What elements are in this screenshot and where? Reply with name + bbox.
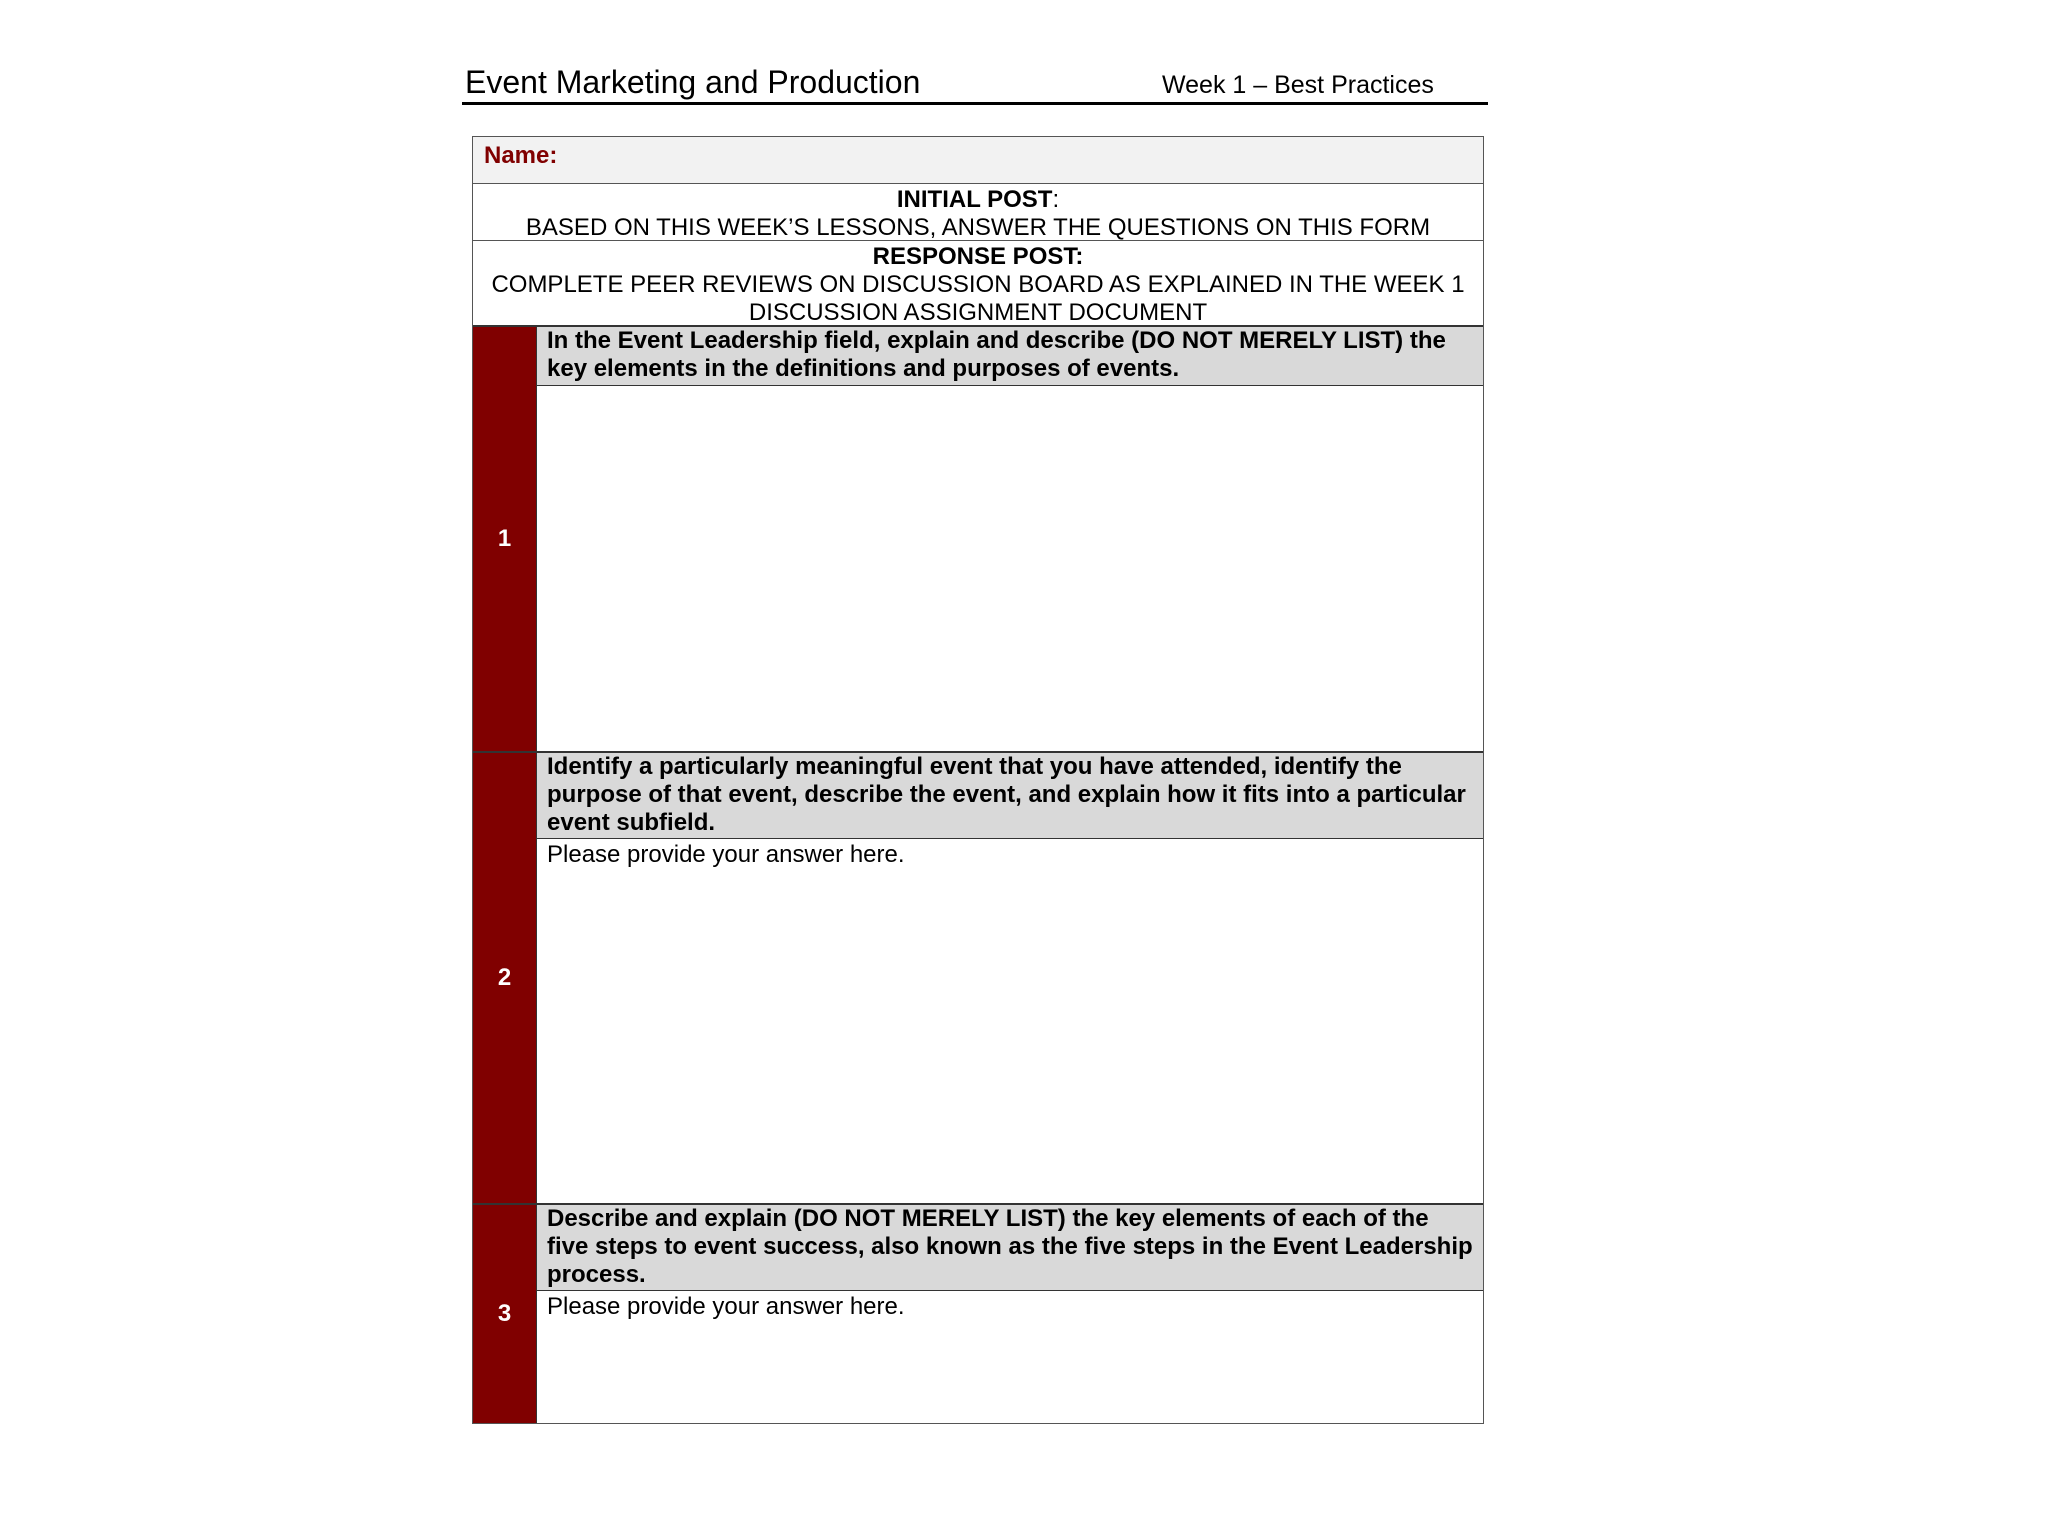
name-row[interactable] <box>473 137 1483 184</box>
question-number: 3 <box>473 1205 537 1423</box>
initial-post-instructions: BASED ON THIS WEEK’S LESSONS, ANSWER THE QUESTIONS ON THIS FORM <box>525 214 1431 241</box>
question-number: 1 <box>473 327 537 751</box>
discussion-form <box>472 136 1484 1424</box>
answer-field[interactable]: Please provide your answer here. <box>547 1293 905 1320</box>
response-post-instructions: COMPLETE PEER REVIEWS ON DISCUSSION BOARD AS EXPLAINED IN THE WEEK 1 DISCUSSION ASSIGNMENT DOCUMENT <box>491 271 1465 326</box>
initial-post-heading <box>473 186 1483 214</box>
response-post-title: RESPONSE POST: <box>872 243 1084 270</box>
question-prompt: Identify a particularly meaningful event that you have attended, identify the purpose of that event, describe the event, and explain how it fits into a particular event subfield. <box>537 753 1483 839</box>
initial-post-row <box>473 184 1483 241</box>
answer-field[interactable] <box>537 386 1483 751</box>
initial-post-title-colon: : <box>1052 186 1060 213</box>
document-header <box>462 60 1488 105</box>
question-3 <box>473 1205 1483 1423</box>
question-1 <box>473 327 1483 753</box>
question-number: 2 <box>473 753 537 1203</box>
week-label: Week 1 – Best Practices <box>1162 71 1434 99</box>
document-title: Event Marketing and Production <box>465 64 921 100</box>
question-2 <box>473 753 1483 1205</box>
question-prompt: In the Event Leadership field, explain and describe (DO NOT MERELY LIST) the key elements in the definitions and purposes of events. <box>537 327 1483 386</box>
response-post-row <box>473 241 1483 327</box>
name-label: Name: <box>484 142 558 169</box>
question-prompt: Describe and explain (DO NOT MERELY LIST) the key elements of each of the five steps to event success, also known as the five steps in the Event Leadership process. <box>537 1205 1483 1291</box>
answer-field[interactable]: Please provide your answer here. <box>547 841 905 868</box>
initial-post-title: INITIAL POST <box>896 186 1053 213</box>
